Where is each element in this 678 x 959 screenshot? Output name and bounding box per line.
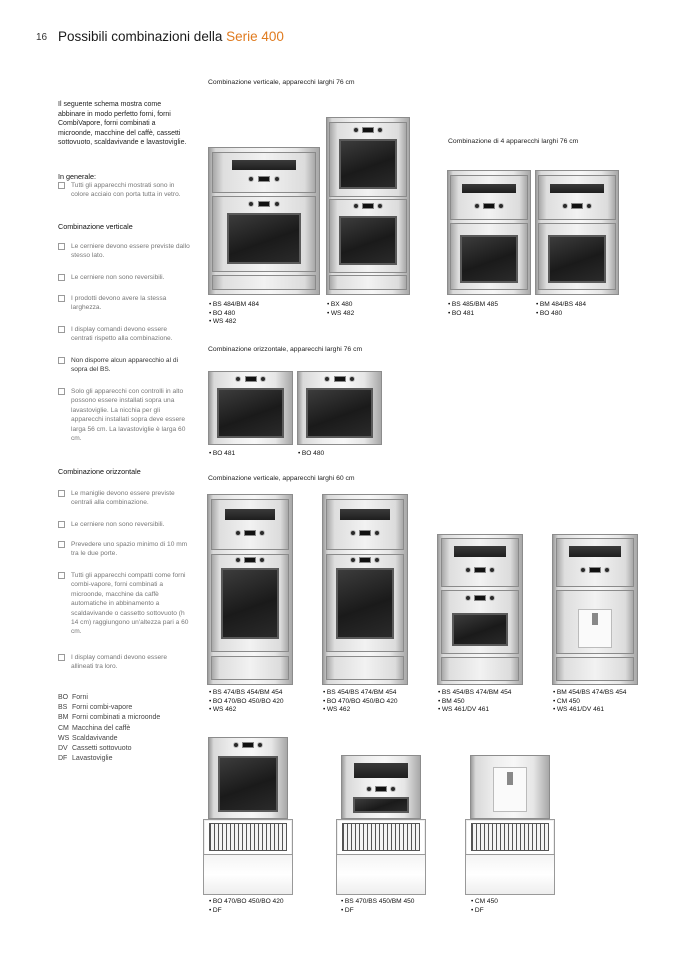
microwave-window (452, 613, 507, 645)
oven-window (336, 568, 395, 639)
oven-unit (212, 196, 315, 272)
page-title (58, 29, 284, 44)
model-label-f76-b: • BM 484/BS 484 • BO 480 (536, 301, 586, 318)
appliance-column-v76-a (208, 147, 320, 295)
control-panel (539, 203, 614, 209)
checkbox-icon (58, 357, 65, 364)
caption-vertical-76: Combinazione verticale, apparecchi larghi 76 cm (208, 79, 355, 86)
compact-oven-window (550, 184, 604, 194)
rule-vertical-6: Solo gli apparecchi con controlli in alto possono essere installati sopra una lavastoviglie. La nicchia per gli apparecchi installati sopra deve essere larga 56 cm. La lavastoviglie è larga 60 cm. (58, 387, 190, 443)
appliance-column-v76-b (326, 117, 410, 295)
model-label-v60-c: • BS 454/BS 474/BM 454 • BM 450 • WS 461/DV 461 (438, 689, 511, 715)
horizontal-heading: Combinazione orizzontale (58, 467, 141, 476)
rule-vertical-4: I display comandi devono essere centrati rispetto alla combinazione. (58, 325, 190, 344)
compact-oven-unit (556, 538, 635, 587)
general-heading: In generale: (58, 172, 96, 181)
warming-drawer-unit (556, 657, 635, 681)
oven-unit (326, 554, 405, 652)
legend-item: BO Forni (58, 694, 88, 701)
caption-vertical-60: Combinazione verticale, apparecchi larghi 60 cm (208, 475, 355, 482)
control-panel (213, 201, 314, 207)
oven-window (218, 756, 277, 812)
control-panel (330, 127, 405, 133)
legend-item: WS Scaldavivande (58, 734, 118, 742)
model-label-f76-a: • BS 485/BM 485 • BO 481 (448, 301, 498, 318)
compact-oven-unit (538, 175, 615, 221)
coffee-dispenser (578, 609, 612, 649)
control-panel (327, 557, 404, 563)
compact-oven-window (462, 184, 516, 194)
compact-oven-unit (212, 152, 315, 193)
rule-horizontal-2: Le cerniere non sono reversibili. (58, 520, 190, 529)
control-panel (212, 557, 289, 563)
dishwasher-racks (209, 823, 286, 851)
rule-horizontal-4: Tutti gli apparecchi compatti come forni combi-vapore, forni combinati a microonde, macchine da caffè automatiche in abbinamento a scaldavivande o cassetto sottovuoto (h 14 cm) raggiungono un'altezza pari a 60 cm. (58, 571, 190, 637)
control-panel (212, 530, 289, 536)
warming-drawer-unit (329, 275, 406, 291)
rule-horizontal-5: I display comandi devono essere allineati tra loro. (58, 653, 190, 672)
dishwasher-racks (342, 823, 419, 851)
oven-unit (538, 223, 615, 291)
compact-oven-unit (441, 538, 520, 587)
checkbox-icon (58, 572, 65, 579)
model-label-dw-b: • BS 470/BS 450/BM 450 • DF (341, 898, 414, 915)
dishwasher-door (337, 854, 425, 894)
appliance-column-v60-b (322, 494, 408, 685)
intro-text: Il seguente schema mostra come abbinare in modo perfetto forni, forni CombiVapore, forni combinati a microonde, macchine del caffè, cassetti sottovuoto, scaldavivande e lavastoviglie. (58, 101, 187, 147)
dishwasher-c (465, 819, 555, 895)
rule-vertical-3: I prodotti devono avere la stessa larghezza. (58, 294, 190, 313)
appliance-column-v60-c (437, 534, 523, 685)
rule-horizontal-3: Prevedere uno spazio minimo di 10 mm tra le due porte. (58, 540, 190, 559)
warming-drawer-unit (326, 656, 405, 681)
model-label-dw-c: • CM 450 • DF (471, 898, 498, 915)
control-panel (327, 530, 404, 536)
compact-oven-window (225, 509, 274, 521)
dishwasher-racks (471, 823, 548, 851)
model-label-v60-a: • BS 474/BS 454/BM 454 • BO 470/BO 450/BO 420 • WS 462 (209, 689, 284, 715)
warming-drawer-unit (212, 275, 315, 290)
model-label-v76-b: • BX 480 • WS 482 (327, 301, 354, 318)
control-panel (213, 176, 314, 182)
compact-oven-window (340, 509, 389, 521)
oven-window (460, 235, 517, 282)
checkbox-icon (58, 490, 65, 497)
appliance-column-v60-d (552, 534, 638, 685)
checkbox-icon (58, 274, 65, 281)
appliance-h76-a (208, 371, 293, 445)
oven-window (339, 139, 396, 189)
rule-vertical-1: Le cerniere devono essere previste dallo stesso lato. (58, 242, 190, 261)
dishwasher-door (466, 854, 554, 894)
checkbox-icon (58, 243, 65, 250)
dishwasher-a (203, 819, 293, 895)
microwave-unit (441, 590, 520, 654)
legend-item: CM Macchina del caffè (58, 724, 131, 732)
appliance-h76-b (297, 371, 382, 445)
rule-general: Tutti gli apparecchi mostrati sono in colore acciaio con porta tutta in vetro. (58, 181, 190, 200)
dishwasher-door (204, 854, 292, 894)
control-panel (451, 203, 526, 209)
control-panel (209, 376, 292, 382)
oven-window (306, 388, 372, 438)
checkbox-icon (58, 521, 65, 528)
title-accent: Serie 400 (226, 29, 284, 44)
dishwasher-b (336, 819, 426, 895)
model-label-dw-a: • BO 470/BO 450/BO 420 • DF (209, 898, 284, 915)
appliance-dw-c-coffee (470, 755, 550, 819)
checkbox-icon (58, 326, 65, 333)
oven-window (227, 213, 300, 263)
compact-oven-unit (326, 499, 405, 550)
appliance-column-f76-b (535, 170, 619, 295)
warming-drawer-unit (211, 656, 290, 681)
checkbox-icon (58, 388, 65, 395)
legend-item: DV Cassetti sottovuoto (58, 745, 132, 753)
appliance-dw-b-compact (341, 755, 421, 819)
legend-item: BS Forni combi-vapore (58, 704, 133, 712)
rule-vertical-5: Non disporre alcun apparecchio al di sopra del BS. (58, 356, 190, 375)
checkbox-icon (58, 541, 65, 548)
oven-window (221, 568, 280, 639)
model-label-v76-a: • BS 484/BM 484 • BO 480 • WS 482 (209, 301, 259, 327)
model-label-v60-d: • BM 454/BS 474/BS 454 • CM 450 • WS 461/DV 461 (553, 689, 626, 715)
legend (58, 693, 160, 764)
oven-window (339, 216, 396, 265)
control-panel (298, 376, 381, 382)
compact-oven-window (354, 763, 407, 778)
oven-unit (211, 554, 290, 652)
rule-horizontal-1: Le maniglie devono essere previste centrali alla combinazione. (58, 489, 190, 508)
oven-window (217, 388, 283, 438)
control-panel (442, 567, 519, 573)
appliance-column-f76-a (447, 170, 531, 295)
compact-oven-window (232, 160, 297, 169)
coffee-machine-unit (556, 590, 635, 654)
checkbox-icon (58, 182, 65, 189)
model-label-v60-b: • BS 454/BS 474/BM 454 • BO 470/BO 450/BO 420 • WS 462 (323, 689, 398, 715)
upper-oven-unit (329, 122, 406, 198)
coffee-dispenser (493, 767, 527, 812)
control-panel (342, 786, 420, 792)
control-panel (557, 567, 634, 573)
checkbox-icon (58, 295, 65, 302)
control-panel (330, 203, 405, 209)
oven-unit (450, 223, 527, 291)
model-label-h76-b: • BO 480 (298, 450, 324, 459)
page-number: 16 (36, 32, 48, 43)
title-main: Possibili combinazioni della (58, 29, 227, 44)
oven-window (548, 235, 605, 282)
appliance-dw-a-oven (208, 737, 288, 819)
compact-oven-unit (450, 175, 527, 221)
caption-four-76: Combinazione di 4 apparecchi larghi 76 cm (448, 138, 579, 145)
caption-horizontal-76: Combinazione orizzontale, apparecchi larghi 76 cm (208, 346, 363, 353)
lower-oven-unit (329, 199, 406, 273)
vertical-heading: Combinazione verticale (58, 222, 133, 231)
warming-drawer-unit (441, 657, 520, 681)
model-label-h76-a: • BO 481 (209, 450, 235, 459)
legend-item: DF Lavastoviglie (58, 755, 113, 763)
compact-lower-window (353, 797, 409, 813)
checkbox-icon (58, 654, 65, 661)
legend-item: BM Forni combinati a microonde (58, 714, 161, 722)
compact-oven-unit (211, 499, 290, 550)
control-panel (209, 742, 287, 748)
compact-oven-window (454, 546, 506, 557)
compact-oven-window (569, 546, 621, 557)
rule-vertical-2: Le cerniere non sono reversibili. (58, 273, 190, 282)
appliance-column-v60-a (207, 494, 293, 685)
control-panel (442, 595, 519, 601)
